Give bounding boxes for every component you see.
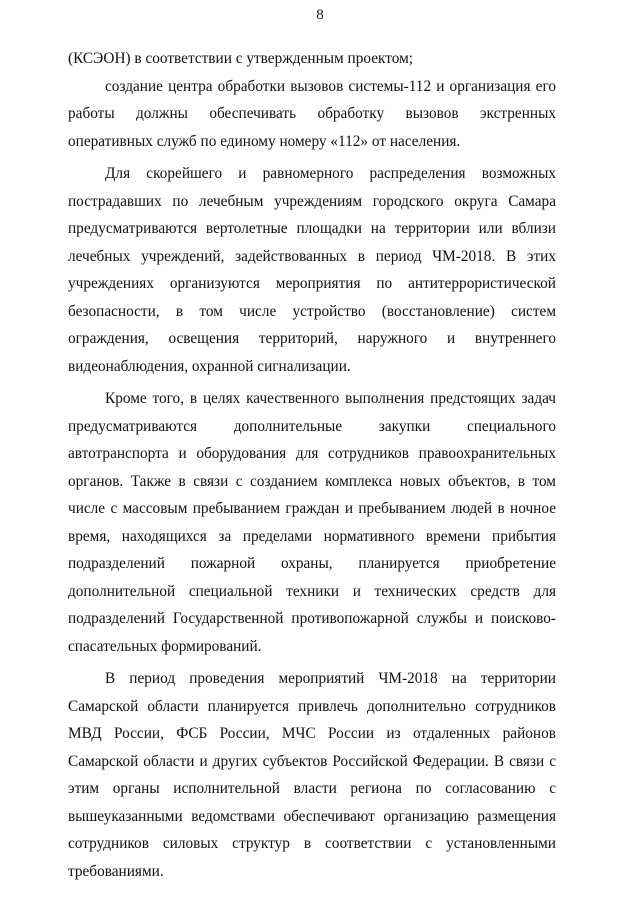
page-number: 8: [316, 7, 324, 23]
paragraph-personnel: В период проведения мероприятий ЧМ-2018 на территории Самарской области планируется привлечь дополнительно сотрудников МВД России, ФСБ России, МЧС России из отдаленных районов Самарской области и других субъектов Российской Федерации. В связи с этим органы исполнительной власти региона по согласованию с вышеуказанными ведомствами обеспечивают организацию размещения сотрудников силовых структур в соответствии с установленными требованиями.: [68, 670, 556, 880]
paragraph-procurement: Кроме того, в целях качественного выполнения предстоящих задач предусматриваются дополнительные закупки специального автотранспорта и оборудования для сотрудников правоохранительных органов. Также в связи с созданием комплекса новых объектов, в том числе с массовым пребыванием граждан и пребыванием людей в ночное время, находящихся за пределами нормативного времени прибытия подразделений пожарной охраны, планируется приобретение дополнительной специальной техники и технических средств для подразделений Государственной противопожарной службы и поисково-спасательных формирований.: [68, 390, 556, 655]
paragraph-helipads: Для скорейшего и равномерного распределения возможных пострадавших по лечебным учреждениям городского округа Самара предусматриваются вертолетные площадки на территории или вблизи лечебных учреждений, задействованных в период ЧМ-2018. В этих учреждениях организуются мероприятия по антитеррористической безопасности, в том числе устройство (восстановление) систем ограждения, освещения территорий, наружного и внутреннего видеонаблюдения, охранной сигнализации.: [68, 165, 556, 375]
body-text: [68, 45, 556, 885]
paragraph-112-center: создание центра обработки вызовов системы-112 и организация его работы должны обеспечивать обработку вызовов экстренных оперативных служб по единому номеру «112» от населения.: [68, 77, 556, 150]
paragraph-continuation: (КСЭОН) в соответствии с утвержденным проектом;: [68, 50, 413, 67]
